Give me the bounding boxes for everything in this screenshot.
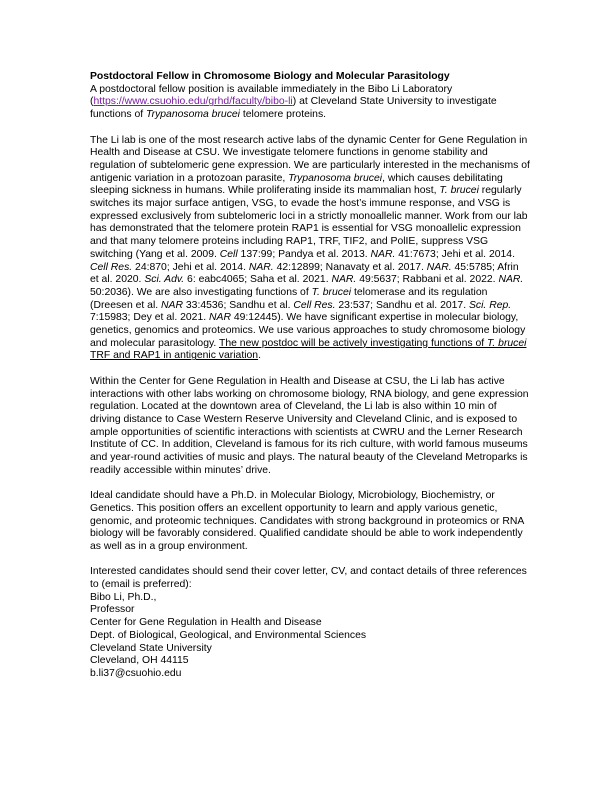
species-name: T. brucei [311, 286, 352, 298]
journal-name: Sci. Rep. [468, 299, 512, 311]
intro-paragraph [90, 71, 530, 122]
text-span: telomerase and its regulation (Dreesen et al. [90, 286, 488, 311]
journal-name: Cell Res. [293, 299, 336, 311]
text-span: 50:2036). We are also investigating functions of [90, 286, 312, 298]
application-instructions: Interested candidates should send their cover letter, CV, and contact details of three references to (email is preferred): [90, 566, 527, 591]
species-name: T. brucei [439, 185, 479, 197]
contact-position: Professor [90, 604, 135, 616]
text-span: , which causes debilitating sleeping sickness in humans. While proliferating inside its mammalian host, [90, 172, 503, 197]
journal-name: NAR [209, 312, 231, 324]
species-name: Trypanosoma brucei [288, 172, 383, 184]
research-paragraph [90, 135, 530, 364]
text-span: 45:5785; Afrin et al. 2020. [90, 261, 519, 286]
contact-city: Cleveland, OH 44115 [90, 655, 189, 667]
journal-name: NAR [161, 299, 183, 311]
journal-name: NAR. [370, 248, 396, 260]
text-span: The Li lab is one of the most research active labs of the dynamic Center for Gene Regulation in Health and Disease at CSU. We investigate telomere functions in genome stability and regulation of subtelomeric gene expression. We are particularly interested in the mechanisms of antigenic variation in a protozoan parasite, [90, 134, 530, 184]
species-name: Trypanosoma brucei [146, 109, 240, 121]
journal-name: Sci. Adv. [144, 274, 185, 286]
intro-text: telomere proteins. [239, 109, 327, 121]
contact-block [90, 566, 530, 680]
lab-url-link[interactable]: https://www.csuohio.edu/grhd/faculty/bibo-li [93, 96, 293, 108]
text-span: 6: eabc4065; Saha et al. 2021. [184, 274, 332, 286]
species-name: T. brucei [487, 337, 527, 349]
journal-name: NAR. [426, 261, 452, 273]
journal-name: Cell [219, 248, 238, 260]
contact-center: Center for Gene Regulation in Health and Disease [90, 617, 322, 629]
intro-text: A postdoctoral fellow position is available immediately in the Bibo Li Laboratory ( [90, 83, 453, 108]
text-span: 33:4536; Sandhu et al. [183, 299, 294, 311]
text-span: 42:12899; Nanavaty et al. 2017. [273, 261, 427, 273]
text-span: 49:12445). We have significant expertise in molecular biology, genetics, genomics and proteomics. We use various approaches to study chromosome biology and molecular parasitology. [90, 312, 526, 349]
text-span: 24:870; Jehi et al. 2014. [132, 261, 249, 273]
intro-text: ) at Cleveland State University to investigate functions of [90, 96, 497, 121]
text-span: 23:537; Sandhu et al. 2017. [335, 299, 469, 311]
environment-paragraph: Within the Center for Gene Regulation in Health and Disease at CSU, the Li lab has active interactions with other labs working on chromosome biology, RNA biology, and gene expression regulation. Located at the downtown area of Cleveland, the Li lab is also within 10 min of driving distance to Case Western Reserve University and Cleveland Clinic, and is exposed to ample opportunities of scientific interactions with scientists at CWRU and the Lerner Research Institute of CC. In addition, Cleveland is famous for its rich culture, with world famous museums and year-round activities of music and plays. The natural beauty of the Cleveland Metroparks is readily accessible within minutes’ drive. [90, 375, 529, 476]
text-span: 41:7673; Jehi et al. 2014. [395, 248, 515, 260]
contact-name: Bibo Li, Ph.D., [90, 591, 157, 603]
job-title: Postdoctoral Fellow in Chromosome Biology and Molecular Parasitology [90, 71, 450, 82]
journal-name: NAR. [498, 274, 524, 286]
journal-name: NAR. [331, 274, 357, 286]
contact-university: Cleveland State University [90, 642, 212, 654]
text-span: TRF and RAP1 in antigenic variation [90, 350, 259, 362]
text-span: regularly switches its major surface antigen, VSG, to evade the host’s immune response, and VSG is expressed exclusively from subtelomeric loci in a strictly monoallelic manner. Work from our lab has demonstrated that the telomere protein RAP1 is essential for VSG monoallelic expression and that many telomere proteins including RAP1, TRF, TIF2, and PolIE, suppress VSG switching (Yang et al. 2009. [90, 185, 528, 260]
text-span: The new postdoc will be actively investigating functions of [219, 337, 487, 349]
journal-name: NAR. [248, 261, 274, 273]
contact-department: Dept. of Biological, Geological, and Environmental Sciences [90, 629, 367, 641]
text-span: 49:5637; Rabbani et al. 2022. [356, 274, 499, 286]
text-span: . [258, 350, 261, 362]
text-span: 7:15983; Dey et al. 2021. [90, 312, 210, 324]
journal-name: Cell Res. [90, 261, 133, 273]
qualifications-paragraph: Ideal candidate should have a Ph.D. in Molecular Biology, Microbiology, Biochemistry, or Genetics. This position offers an excellent opportunity to learn and apply various genetic, genomic, and proteomic techniques. Candidates with strong background in proteomics or RNA biology will be favorably considered. Qualified candidate should be able to work independently as well as in a group environment. [90, 490, 524, 552]
document-body [90, 71, 530, 693]
text-span: 137:99; Pandya et al. 2013. [237, 248, 371, 260]
contact-email[interactable]: b.li37@csuohio.edu [90, 667, 182, 679]
